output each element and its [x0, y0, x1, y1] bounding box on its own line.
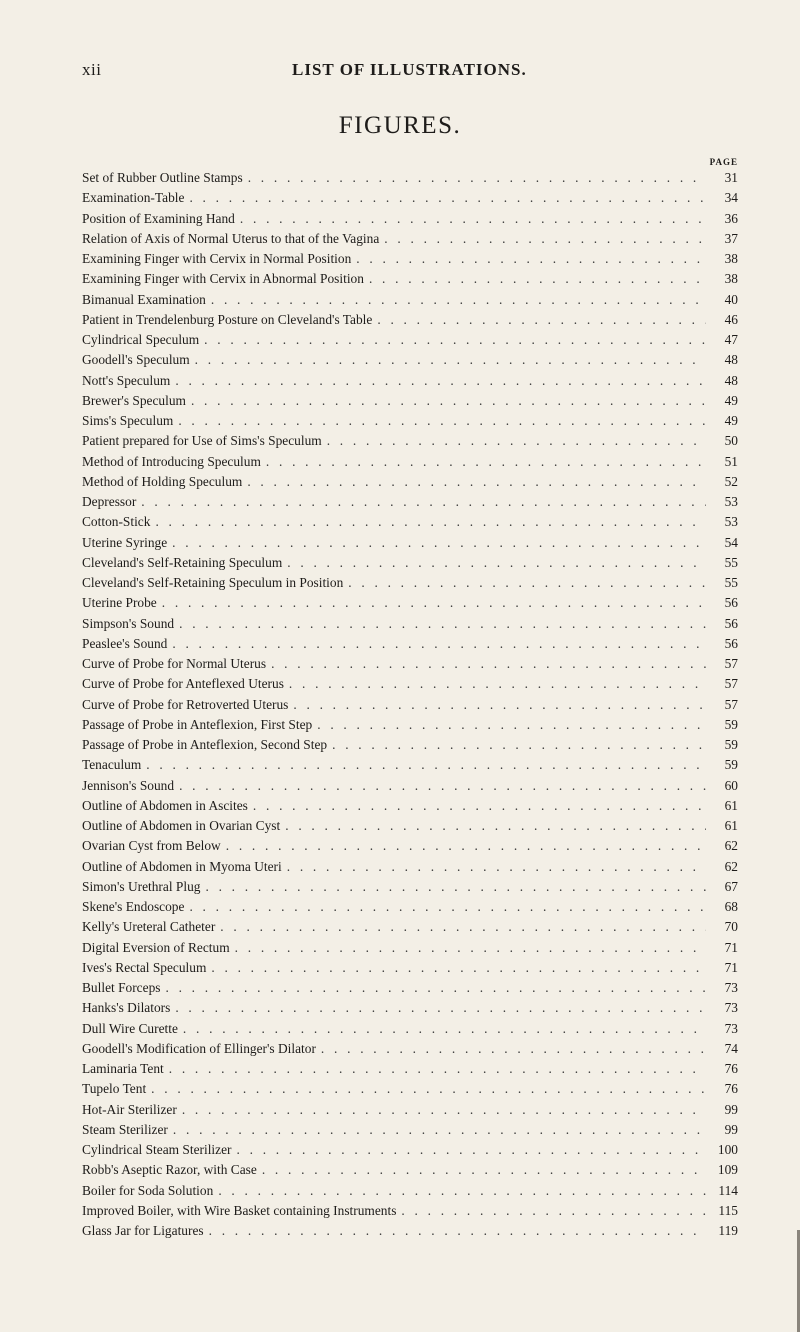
figure-title: Boiler for Soda Solution	[82, 1182, 214, 1198]
dot-leader	[384, 229, 706, 249]
figure-title: Set of Rubber Outline Stamps	[82, 170, 243, 185]
figure-title: Curve of Probe for Anteflexed Uterus	[82, 676, 284, 692]
figure-title: Glass Jar for Ligatures	[82, 1223, 204, 1238]
figure-entry	[82, 593, 738, 613]
figure-entry	[82, 492, 738, 512]
figure-entry	[82, 715, 738, 735]
figure-entry	[82, 1039, 738, 1059]
figure-page-number: 119	[718, 1223, 738, 1238]
dot-leader	[175, 371, 706, 391]
figure-page-number: 53	[724, 514, 738, 530]
dot-leader	[179, 776, 706, 796]
dot-leader	[369, 269, 706, 289]
dot-leader	[189, 188, 706, 208]
figure-title: Tenaculum	[82, 757, 142, 773]
page-number: xii	[82, 60, 102, 79]
figure-entry	[82, 1019, 738, 1039]
figure-page-number: 53	[724, 494, 738, 509]
figure-title: Examining Finger with Cervix in Abnormal Position	[82, 271, 364, 287]
figure-page-number: 49	[724, 413, 738, 428]
running-head	[82, 60, 737, 84]
figure-entry	[82, 877, 738, 897]
figure-title: Position of Examining Hand	[82, 210, 235, 226]
figure-title: Uterine Syringe	[82, 534, 168, 550]
figure-title: Dull Wire Curette	[82, 1020, 178, 1036]
figure-entry	[82, 512, 738, 532]
figure-page-number: 73	[724, 980, 738, 995]
dot-leader	[172, 533, 706, 553]
figure-title: Examining Finger with Cervix in Normal Position	[82, 251, 352, 266]
figure-title: Method of Holding Speculum	[82, 473, 243, 489]
figure-page-number: 37	[724, 230, 738, 246]
figure-title: Curve of Probe for Normal Uterus	[82, 656, 267, 671]
figure-entry	[82, 897, 738, 917]
figure-page-number: 55	[724, 554, 738, 570]
dot-leader	[146, 755, 706, 775]
dot-leader	[205, 877, 706, 897]
figure-page-number: 54	[724, 534, 738, 550]
figure-title: Passage of Probe in Anteflexion, First Step	[82, 716, 313, 732]
figure-title: Sims's Speculum	[82, 413, 174, 428]
figure-title: Outline of Abdomen in Ovarian Cyst	[82, 818, 281, 833]
dot-leader	[240, 209, 706, 229]
figure-title: Ovarian Cyst from Below	[82, 838, 221, 854]
page-column-label: PAGE	[709, 157, 738, 167]
figure-page-number: 40	[724, 291, 738, 307]
figure-title: Nott's Speculum	[82, 372, 171, 388]
figure-page-number: 71	[724, 939, 738, 955]
figure-title: Skene's Endoscope	[82, 899, 185, 914]
figure-title: Depressor	[82, 494, 137, 509]
dot-leader	[218, 1181, 706, 1201]
figure-title: Relation of Axis of Normal Uterus to that of the Vagina	[82, 230, 380, 246]
figure-entry	[82, 735, 738, 755]
figure-entry	[82, 1181, 738, 1201]
dot-leader	[178, 411, 706, 431]
dot-leader	[253, 796, 706, 816]
figure-page-number: 38	[724, 251, 738, 266]
figure-page-number: 74	[724, 1040, 738, 1056]
dot-leader	[226, 836, 706, 856]
figure-page-number: 109	[717, 1162, 738, 1178]
figure-entry	[82, 857, 738, 877]
figure-page-number: 114	[718, 1182, 738, 1198]
figure-title: Cylindrical Speculum	[82, 332, 200, 347]
figure-title: Method of Introducing Speculum	[82, 453, 261, 469]
dot-leader	[211, 290, 706, 310]
figure-title: Jennison's Sound	[82, 777, 175, 793]
figure-page-number: 59	[724, 757, 738, 773]
dot-leader	[271, 654, 706, 674]
figure-entry	[82, 816, 738, 836]
figure-entry	[82, 452, 738, 472]
figure-entry	[82, 998, 738, 1018]
figure-page-number: 62	[724, 838, 738, 854]
dot-leader	[183, 1019, 706, 1039]
dot-leader	[211, 958, 706, 978]
figure-entry	[82, 755, 738, 775]
figure-title: Bimanual Examination	[82, 291, 206, 307]
figure-entry	[82, 917, 738, 937]
figure-title: Improved Boiler, with Wire Basket containing Instruments	[82, 1202, 397, 1218]
figure-page-number: 47	[724, 332, 738, 347]
figure-entry	[82, 1059, 738, 1079]
dot-leader	[317, 715, 706, 735]
figure-title: Hot-Air Sterilizer	[82, 1101, 177, 1117]
dot-leader	[151, 1079, 706, 1099]
figure-page-number: 48	[724, 352, 738, 368]
figure-entry	[82, 310, 738, 330]
figure-entry	[82, 1079, 738, 1099]
figure-page-number: 48	[724, 372, 738, 388]
figure-title: Patient prepared for Use of Sims's Speculum	[82, 433, 322, 449]
figure-title: Cylindrical Steam Sterilizer	[82, 1142, 232, 1157]
figure-title: Peaslee's Sound	[82, 635, 168, 651]
figure-title: Uterine Probe	[82, 595, 157, 611]
figure-page-number: 76	[724, 1061, 738, 1076]
figure-page-number: 34	[724, 190, 738, 206]
figure-title: Tupelo Tent	[82, 1081, 147, 1097]
section-title: FIGURES.	[338, 112, 462, 139]
figure-entry	[82, 411, 738, 431]
dot-leader	[235, 938, 706, 958]
figure-title: Passage of Probe in Anteflexion, Second Step	[82, 737, 328, 752]
dot-leader	[175, 998, 706, 1018]
figure-title: Steam Sterilizer	[82, 1121, 168, 1137]
figure-page-number: 73	[724, 1000, 738, 1016]
figure-page-number: 36	[724, 210, 738, 226]
figure-entry	[82, 776, 738, 796]
figure-title: Bullet Forceps	[82, 980, 161, 995]
dot-leader	[356, 249, 706, 269]
figure-title: Robb's Aseptic Razor, with Case	[82, 1162, 257, 1178]
dot-leader	[348, 573, 706, 593]
dot-leader	[165, 978, 706, 998]
figure-entry	[82, 209, 738, 229]
dot-leader	[247, 472, 706, 492]
figure-title: Cleveland's Self-Retaining Speculum	[82, 554, 283, 570]
figure-page-number: 71	[724, 959, 738, 975]
figure-entry	[82, 229, 738, 249]
dot-leader	[266, 452, 706, 472]
figure-title: Cleveland's Self-Retaining Speculum in Position	[82, 575, 344, 590]
figure-page-number: 70	[724, 919, 738, 935]
figure-page-number: 76	[724, 1081, 738, 1097]
figure-page-number: 52	[724, 473, 738, 489]
figure-title: Cotton-Stick	[82, 514, 151, 530]
running-title: LIST OF ILLUSTRATIONS.	[292, 60, 527, 79]
figure-entry	[82, 938, 738, 958]
figure-page-number: 61	[724, 797, 738, 813]
figure-page-number: 57	[724, 676, 738, 692]
dot-leader	[285, 816, 706, 836]
figure-entry	[82, 431, 738, 451]
figure-page-number: 59	[724, 716, 738, 732]
dot-leader	[209, 1221, 706, 1241]
figures-list	[82, 168, 738, 1241]
figure-page-number: 38	[724, 271, 738, 287]
dot-leader	[287, 553, 706, 573]
figure-entry	[82, 330, 738, 350]
dot-leader	[189, 897, 706, 917]
figure-page-number: 46	[724, 311, 738, 327]
dot-leader	[169, 1059, 706, 1079]
figure-page-number: 57	[724, 656, 738, 671]
dot-leader	[155, 512, 706, 532]
figure-title: Simpson's Sound	[82, 615, 175, 631]
figure-page-number: 99	[724, 1101, 738, 1117]
figure-title: Digital Eversion of Rectum	[82, 939, 230, 955]
dot-leader	[237, 1140, 707, 1160]
figure-entry	[82, 391, 738, 411]
figure-page-number: 61	[724, 818, 738, 833]
figure-entry	[82, 674, 738, 694]
figure-entry	[82, 1221, 738, 1241]
figure-title: Ives's Rectal Speculum	[82, 959, 207, 975]
figure-entry	[82, 1140, 738, 1160]
figure-entry	[82, 958, 738, 978]
figure-entry	[82, 269, 738, 289]
figure-entry	[82, 472, 738, 492]
figure-title: Outline of Abdomen in Ascites	[82, 797, 248, 813]
dot-leader	[327, 431, 706, 451]
dot-leader	[173, 1120, 706, 1140]
figure-entry	[82, 553, 738, 573]
figure-page-number: 115	[718, 1202, 738, 1218]
dot-leader	[195, 350, 706, 370]
figure-page-number: 55	[724, 575, 738, 590]
figure-entry	[82, 249, 738, 269]
figure-entry	[82, 573, 738, 593]
dot-leader	[191, 391, 706, 411]
figure-page-number: 99	[724, 1121, 738, 1137]
figure-entry	[82, 371, 738, 391]
figure-page-number: 49	[724, 392, 738, 408]
figure-entry	[82, 654, 738, 674]
figure-entry	[82, 188, 738, 208]
figure-title: Kelly's Ureteral Catheter	[82, 919, 216, 935]
figure-title: Patient in Trendelenburg Posture on Cleveland's Table	[82, 311, 373, 327]
dot-leader	[162, 593, 706, 613]
figure-entry	[82, 1201, 738, 1221]
figure-entry	[82, 1120, 738, 1140]
figure-entry	[82, 836, 738, 856]
figure-page-number: 68	[724, 899, 738, 914]
figure-entry	[82, 1160, 738, 1180]
dot-leader	[289, 674, 706, 694]
figure-page-number: 67	[724, 878, 738, 894]
figure-page-number: 57	[724, 696, 738, 712]
dot-leader	[332, 735, 706, 755]
figure-page-number: 56	[724, 635, 738, 651]
dot-leader	[377, 310, 706, 330]
dot-leader	[141, 492, 706, 512]
figure-entry	[82, 168, 738, 188]
dot-leader	[179, 614, 706, 634]
dot-leader	[248, 168, 706, 188]
figure-entry	[82, 614, 738, 634]
dot-leader	[182, 1100, 706, 1120]
figure-title: Outline of Abdomen in Myoma Uteri	[82, 858, 282, 874]
figure-page-number: 31	[724, 170, 738, 185]
figure-title: Examination-Table	[82, 190, 185, 206]
figure-page-number: 51	[724, 453, 738, 469]
figure-title: Hanks's Dilators	[82, 1000, 171, 1016]
dot-leader	[172, 634, 706, 654]
figure-entry	[82, 533, 738, 553]
figure-entry	[82, 1100, 738, 1120]
figure-page-number: 59	[724, 737, 738, 752]
figure-entry	[82, 978, 738, 998]
figure-title: Brewer's Speculum	[82, 392, 186, 408]
figure-page-number: 60	[724, 777, 738, 793]
figure-entry	[82, 796, 738, 816]
figure-title: Laminaria Tent	[82, 1061, 164, 1076]
figure-page-number: 73	[724, 1020, 738, 1036]
dot-leader	[204, 330, 706, 350]
figure-page-number: 50	[724, 433, 738, 449]
dot-leader	[262, 1160, 706, 1180]
figure-entry	[82, 695, 738, 715]
figure-title: Curve of Probe for Retroverted Uterus	[82, 696, 289, 712]
figure-title: Simon's Urethral Plug	[82, 878, 201, 894]
figure-entry	[82, 350, 738, 370]
figure-title: Goodell's Speculum	[82, 352, 190, 368]
figure-page-number: 56	[724, 595, 738, 611]
figure-page-number: 100	[717, 1142, 738, 1157]
figure-entry	[82, 634, 738, 654]
dot-leader	[287, 857, 706, 877]
dot-leader	[321, 1039, 706, 1059]
dot-leader	[401, 1201, 706, 1221]
dot-leader	[293, 695, 706, 715]
figure-page-number: 62	[724, 858, 738, 874]
figure-title: Goodell's Modification of Ellinger's Dilator	[82, 1040, 316, 1056]
figure-entry	[82, 290, 738, 310]
dot-leader	[220, 917, 706, 937]
figure-page-number: 56	[724, 615, 738, 631]
